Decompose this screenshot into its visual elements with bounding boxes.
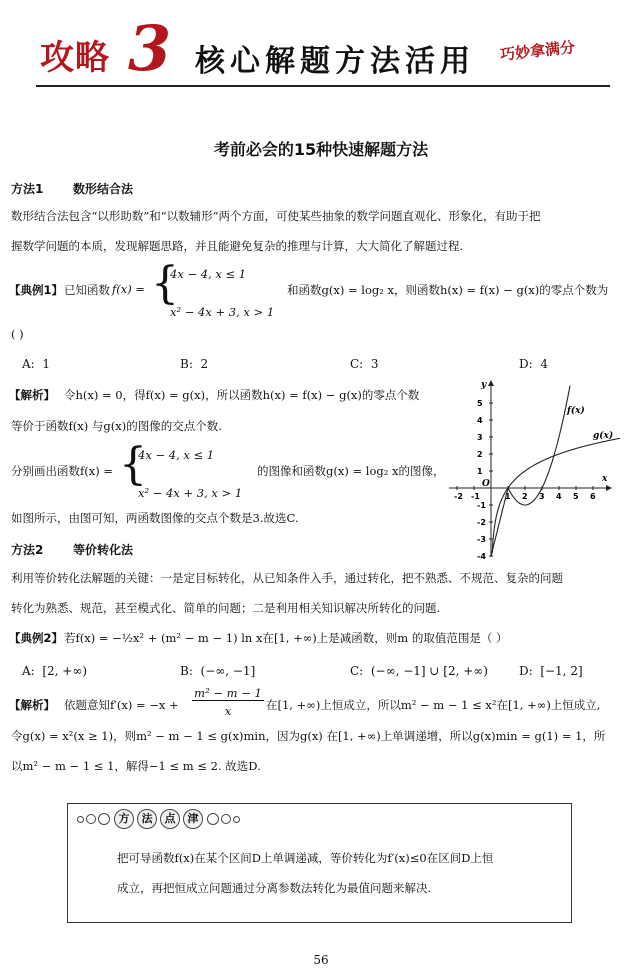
y-tick-label: -2 — [477, 518, 486, 527]
example1-option-b: 2 — [200, 357, 209, 371]
method2-intro-line2: 转化为熟悉、规范，甚至模式化、简单的问题；二是利用相关知识解决所转化的问题. — [11, 601, 441, 615]
x-tick-label: 6 — [590, 492, 596, 501]
example1-prefix: 已知函数 — [64, 283, 110, 297]
y-axis-label: y — [481, 380, 487, 390]
solution1-line2: 等价于函数f(x) 与g(x)的图像的交点个数. — [11, 419, 222, 433]
x-tick-label: -1 — [471, 492, 480, 501]
solution2-line2: 令g(x) = x²(x ≥ 1)，则m² − m − 1 ≤ g(x)min，因为g(x) 在[1, +∞)上单调递增，所以g(x)min = g(1) = 1，所 — [11, 729, 606, 743]
tip-line2: 成立，再把恒成立问题通过分离参数法转化为最值问题来解决. — [117, 881, 432, 895]
method1-intro-line2: 握数学问题的本质，发现解题思路，并且能避免复杂的推理与计算，大大简化了解题过程. — [11, 239, 464, 253]
example1-tag: 【典例1】 — [9, 283, 64, 297]
header-title: 核心解题方法活用 — [195, 44, 475, 79]
example1-brace: { — [151, 258, 179, 309]
dot-icon — [86, 814, 96, 824]
example2-option-d-label: D: — [519, 664, 533, 678]
method1-label: 方法1 — [11, 182, 44, 196]
example1-option-c: 3 — [370, 357, 379, 371]
solution1-line1: 令h(x) = 0，得f(x) = g(x)，所以函数h(x) = f(x) − g(x)的零点个数 — [64, 388, 420, 402]
y-tick-label: 3 — [477, 433, 483, 442]
function-graph — [445, 375, 620, 560]
origin-label: O — [482, 479, 490, 489]
g-curve-label: g(x) — [593, 431, 614, 441]
axis-ticks — [454, 399, 596, 560]
solution2-line1b: 在[1, +∞)上恒成立，所以m² − m − 1 ≤ x²在[1, +∞)上恒成立, — [266, 698, 601, 712]
example1-option-a-label: A: — [22, 357, 35, 371]
page-title: 考前必会的15种快速解题方法 — [213, 140, 429, 159]
dot-icon — [233, 816, 240, 823]
example2-option-b-label: B: — [180, 664, 193, 678]
y-tick-label: 4 — [477, 416, 483, 425]
method1-name: 数形结合法 — [73, 182, 134, 196]
tip-line1: 把可导函数f(x)在某个区间D上单调递减，等价转化为f′(x)≤0在区间D上恒 — [117, 851, 494, 865]
solution2-line3: 以m² − m − 1 ≤ 1，解得−1 ≤ m ≤ 2. 故选D. — [11, 759, 261, 773]
solution1-line4: 如图所示，由图可知，两函数图像的交点个数是3.故选C. — [11, 511, 299, 525]
x-tick-label: 2 — [522, 492, 528, 501]
y-tick-label: 1 — [477, 467, 483, 476]
tip-seal-3: 点 — [160, 809, 180, 829]
y-tick-label: 2 — [477, 450, 483, 459]
tip-seal-4: 津 — [183, 809, 203, 829]
example2-tag: 【典例2】 — [9, 631, 64, 645]
solution2-frac-den: x — [224, 704, 232, 718]
y-tick-label: 5 — [477, 399, 483, 408]
example1-suffix: 和函数g(x) = log₂ x，则函数h(x) = f(x) − g(x)的零点个数为 — [287, 283, 609, 297]
solution1-tag: 【解析】 — [9, 388, 55, 402]
example2-option-c: (−∞, −1] ∪ [2, +∞) — [370, 664, 488, 678]
x-axis-label: x — [602, 474, 608, 484]
f-curve-label: f(x) — [567, 406, 585, 416]
x-tick-label: -2 — [454, 492, 463, 501]
solution1-line3-prefix: 分别画出函数f(x) = — [11, 464, 114, 478]
tip-seal-2: 法 — [137, 809, 157, 829]
example2-option-c-label: C: — [350, 664, 364, 678]
page-number: 56 — [313, 953, 329, 967]
solution1-case2: x² − 4x + 3, x > 1 — [138, 486, 243, 500]
example2-option-b: (−∞, −1] — [200, 664, 256, 678]
f-curve — [491, 386, 570, 556]
dot-icon — [98, 813, 110, 825]
example1-option-d: 4 — [540, 357, 548, 371]
example1-option-c-label: C: — [350, 357, 364, 371]
dot-icon — [77, 816, 84, 823]
dot-icon — [221, 814, 231, 824]
header-tagline: 巧妙拿满分 — [499, 38, 576, 64]
y-tick-label: -1 — [477, 501, 486, 510]
header-attack-label: 攻略 — [40, 38, 110, 78]
method1-intro-line1: 数形结合法包含“以形助数”和“以数辅形”两个方面，可使某些抽象的数学问题直观化、形象化，有助于把 — [11, 209, 541, 223]
tip-box-header — [77, 809, 240, 829]
x-tick-label: 3 — [539, 492, 545, 501]
example1-option-a: 1 — [42, 357, 50, 371]
solution2-line1a: 依题意知f′(x) = −x + — [64, 698, 179, 712]
example1-option-d-label: D: — [519, 357, 533, 371]
x-tick-label: 1 — [505, 492, 511, 501]
solution1-line3-suffix: 的图像和函数g(x) = log₂ x的图像， — [257, 464, 445, 478]
solution1-brace: { — [119, 439, 147, 490]
solution2-tag: 【解析】 — [9, 698, 55, 712]
solution1-case1: 4x − 4, x ≤ 1 — [138, 448, 215, 462]
example2-option-a: [2, +∞) — [42, 664, 88, 678]
example1-case2: x² − 4x + 3, x > 1 — [170, 305, 275, 319]
example1-fx: f(x) = — [112, 282, 146, 296]
x-tick-label: 4 — [556, 492, 562, 501]
x-tick-label: 5 — [573, 492, 579, 501]
solution2-frac-num: m² − m − 1 — [192, 687, 264, 701]
example2-option-a-label: A: — [22, 664, 35, 678]
y-tick-label: -3 — [477, 535, 486, 544]
example1-option-b-label: B: — [180, 357, 193, 371]
tip-seal-1: 方 — [114, 809, 134, 829]
header-divider — [36, 85, 610, 87]
example1-paren: ( ) — [11, 327, 24, 341]
example1-case1: 4x − 4, x ≤ 1 — [170, 267, 247, 281]
method2-intro-line1: 利用等价转化法解题的关键：一是定目标转化，从已知条件入手，通过转化，把不熟悉、不规范、复杂的问题 — [11, 571, 563, 585]
example2-text: 若f(x) = −½x² + (m² − m − 1) ln x在[1, +∞)上是减函数，则m 的取值范围是（ ） — [64, 631, 508, 645]
example2-option-d: [−1, 2] — [540, 664, 583, 678]
header-attack-number: 3 — [128, 12, 172, 85]
method2-label: 方法2 — [11, 543, 44, 557]
dot-icon — [207, 813, 219, 825]
y-tick-label: -4 — [477, 552, 486, 560]
method2-name: 等价转化法 — [73, 543, 134, 557]
